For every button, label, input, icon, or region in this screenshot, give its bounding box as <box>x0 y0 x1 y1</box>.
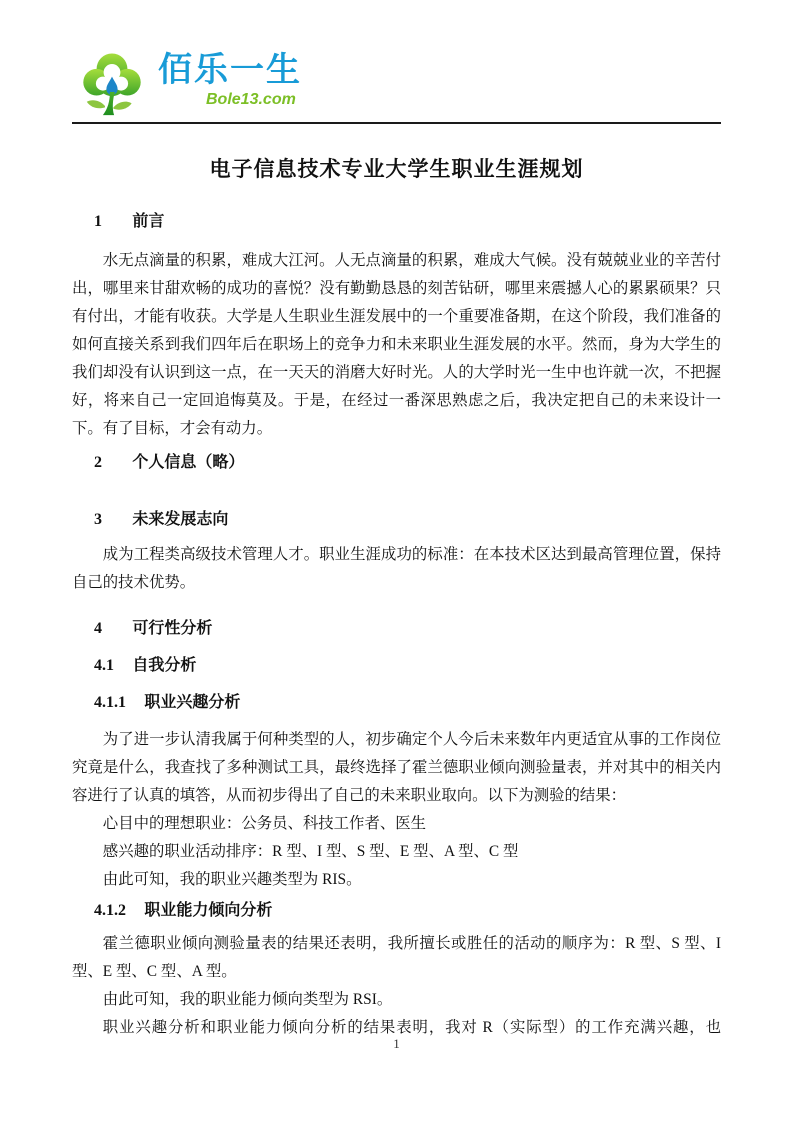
section-number: 3 <box>94 511 102 528</box>
paragraph: 水无点滴量的积累，难成大江河。人无点滴量的积累，难成大气候。没有兢兢业业的辛苦付出，哪里来甘甜欢畅的成功的喜悦？没有勤勤恳恳的刻苦钻研，哪里来震撼人心的累累硕果？只有付出，才能有收获。大学是人生职业生涯发展中的一个重要准备期，在这个阶段，我们准备的如何直接关系到我们四年后在职场上的竞争力和未来职业生涯发展的水平。然而，身为大学生的我们却没有认识到这一点，在一天天的消磨大好时光。人的大学时光一生中也许就一次，不把握好，将来自己一定回追悔莫及。于是，在经过一番深思熟虑之后，我决定把自己的未来设计一下。有了目标，才会有动力。 <box>72 252 721 437</box>
section-title: 可行性分析 <box>132 620 213 637</box>
section-number: 4.1.1 <box>94 694 126 711</box>
brand-name: 佰乐一生 <box>158 51 302 89</box>
section-heading-1 <box>72 210 721 233</box>
section-3 <box>72 508 721 597</box>
section-number: 4.1.2 <box>94 902 126 919</box>
brand-domain: Bole13.com <box>206 91 296 108</box>
section-heading-4-1 <box>72 654 721 677</box>
paragraph: 由此可知，我的职业能力倾向类型为 RSI。 <box>102 991 393 1008</box>
section-number: 4.1 <box>94 657 114 674</box>
section-heading-4 <box>72 617 721 640</box>
paragraph: 霍兰德职业倾向测验量表的结果还表明，我所擅长或胜任的活动的顺序为：R 型、S 型、I 型、E 型、C 型、A 型。 <box>72 935 721 980</box>
section-1 <box>72 210 721 443</box>
section-heading-2 <box>72 451 721 474</box>
brand-text-block <box>158 50 302 110</box>
section-title: 未来发展志向 <box>132 511 229 528</box>
paragraph: 感兴趣的职业活动排序：R 型、I 型、S 型、E 型、A 型、C 型 <box>102 843 519 860</box>
brand-logo <box>72 50 721 120</box>
section-title: 个人信息（略） <box>132 454 245 471</box>
paragraph: 心目中的理想职业：公务员、科技工作者、医生 <box>102 815 427 832</box>
paragraph: 成为工程类高级技术管理人才。职业生涯成功的标准：在本技术区达到最高管理位置，保持自己的技术优势。 <box>72 546 721 591</box>
document-title: 电子信息技术专业大学生职业生涯规划 <box>209 157 584 181</box>
section-title: 职业能力倾向分析 <box>144 902 273 919</box>
section-title: 职业兴趣分析 <box>144 694 241 711</box>
header-divider <box>72 122 721 124</box>
section-2 <box>72 451 721 474</box>
section-4-1 <box>72 654 721 677</box>
document-body <box>0 210 793 1042</box>
section-4-1-2 <box>72 899 721 1042</box>
section-number: 2 <box>94 454 102 471</box>
paragraph: 为了进一步认清我属于何种类型的人，初步确定个人今后未来数年内更适宜从事的工作岗位究竟是什么，我查找了多种测试工具，最终选择了霍兰德职业倾向测验量表，并对其中的相关内容进行了认真的填答，从而初步得出了自己的未来职业取向。以下为测验的结果： <box>72 731 721 804</box>
letterhead <box>0 0 793 124</box>
section-heading-3 <box>72 508 721 531</box>
page-number: 1 <box>393 1036 400 1051</box>
section-heading-4-1-2 <box>72 899 721 922</box>
page-footer <box>0 1036 793 1052</box>
section-heading-4-1-1 <box>72 691 721 714</box>
section-title: 自我分析 <box>132 657 197 674</box>
section-number: 4 <box>94 620 102 637</box>
section-number: 1 <box>94 213 102 230</box>
section-4-1-1 <box>72 691 721 894</box>
paragraph: 由此可知，我的职业兴趣类型为 RIS。 <box>102 871 362 888</box>
section-title: 前言 <box>132 213 165 230</box>
tree-flower-waterdrop-icon <box>72 50 152 120</box>
paragraph: 职业兴趣分析和职业能力倾向分析的结果表明，我对 R（实际型）的工作充满兴趣，也 <box>102 1019 721 1036</box>
section-4 <box>72 617 721 640</box>
